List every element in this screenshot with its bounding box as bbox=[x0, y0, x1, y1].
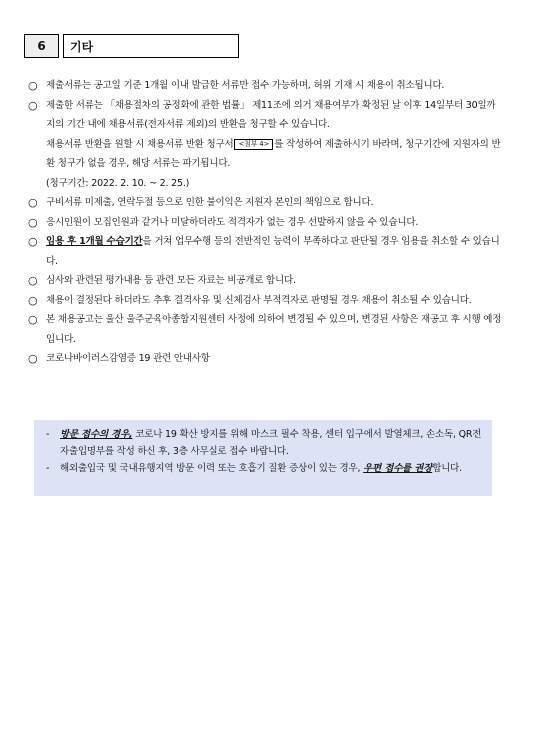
list-item bbox=[28, 193, 502, 213]
item-text: 구비서류 미제출, 연락두절 등으로 인한 불이익은 지원자 본인의 책임으로 합니다. bbox=[46, 197, 374, 208]
item-text: 제출서류는 공고일 기준 1개월 이내 발급한 서류만 접수 가능하며, 허위 기재 시 채용이 취소됩니다. bbox=[46, 80, 445, 91]
item-text: 코로나바이러스감염증 19 관련 안내사항 bbox=[46, 353, 210, 364]
item-text: 제출한 서류는 「채용절차의 공정화에 관한 법률」 제11조에 의거 채용여부가 확정된 날 이후 14일부터 30일까지의 기간 내에 채용서류(전자서류 제외)의 반환을 청구할 수 있습니다. bbox=[46, 99, 496, 130]
list-item bbox=[28, 310, 502, 349]
list-item bbox=[28, 349, 502, 369]
section-title: 기타 bbox=[63, 34, 239, 58]
circle-bullet-icon: ○ bbox=[28, 293, 38, 307]
item-text: 응시인원이 모집인원과 같거나 미달하더라도 적격자가 없는 경우 선발하지 않을 수 있습니다. bbox=[46, 216, 419, 228]
attachment-label: <첨부 4> bbox=[234, 139, 273, 150]
section-number: 6 bbox=[24, 34, 59, 58]
circle-bullet-icon: ○ bbox=[28, 79, 38, 92]
notice-item bbox=[46, 460, 482, 477]
item-text: 임용 후 1개월 수습기간을 거쳐 업무수행 등의 전반적인 능력이 부족하다고 판단될 경우 임용을 취소할 수 있습니다. bbox=[46, 236, 500, 267]
circle-bullet-icon: ○ bbox=[28, 235, 38, 248]
notice-text: 해외출입국 및 국내유행지역 방문 이력 또는 호흡기 질환 증상이 있는 경우, 우편 접수를 권장합니다. bbox=[60, 463, 462, 474]
probation-highlight: 임용 후 1개월 수습기간 bbox=[46, 236, 143, 247]
list-item bbox=[28, 232, 502, 271]
list-item bbox=[28, 96, 502, 194]
list-item bbox=[28, 213, 502, 233]
claim-period: (청구기간: 2022. 2. 10. ~ 2. 25.) bbox=[46, 177, 190, 189]
notice-item bbox=[46, 426, 482, 460]
circle-bullet-icon: ○ bbox=[28, 196, 38, 209]
notes-list bbox=[28, 76, 502, 369]
circle-bullet-icon: ○ bbox=[28, 98, 38, 112]
circle-bullet-icon: ○ bbox=[28, 215, 38, 229]
covid-notice-box bbox=[34, 420, 492, 496]
item-text: 심사와 관련된 평가내용 등 관련 모든 자료는 비공개로 합니다. bbox=[46, 275, 296, 286]
item-text: 채용이 결정된다 하더라도 추후 결격사유 및 신체검사 부적격자로 판명될 경우 채용이 취소될 수 있습니다. bbox=[46, 294, 472, 306]
notice-text: 방문 접수의 경우, 코로나 19 확산 방지를 위해 마스크 필수 착용, 센터 입구에서 발열체크, 손소독, QR전자출입명부를 작성 하신 후, 3층 사무실로 접수 바랍니다. bbox=[60, 429, 482, 457]
item-text: 본 채용공고는 울산 울주군육아종합지원센터 사정에 의하여 변경될 수 있으며, 변경된 사항은 재공고 후 시행 예정입니다. bbox=[46, 314, 502, 345]
dash-bullet: - bbox=[46, 429, 50, 440]
list-item bbox=[28, 291, 502, 311]
section-header bbox=[24, 34, 239, 58]
circle-bullet-icon: ○ bbox=[28, 352, 38, 365]
circle-bullet-icon: ○ bbox=[28, 274, 38, 287]
list-item bbox=[28, 76, 502, 96]
circle-bullet-icon: ○ bbox=[28, 313, 38, 326]
list-item bbox=[28, 271, 502, 291]
dash-bullet: - bbox=[46, 463, 50, 474]
item-text: 채용서류 반환을 원할 시 채용서류 반환 청구서 <첨부 4> 를 작성하여 제출하시기 바라며, 청구기간에 지원자의 반환 청구가 없을 경우, 해당 서류는 파기됩니다. bbox=[46, 138, 501, 169]
